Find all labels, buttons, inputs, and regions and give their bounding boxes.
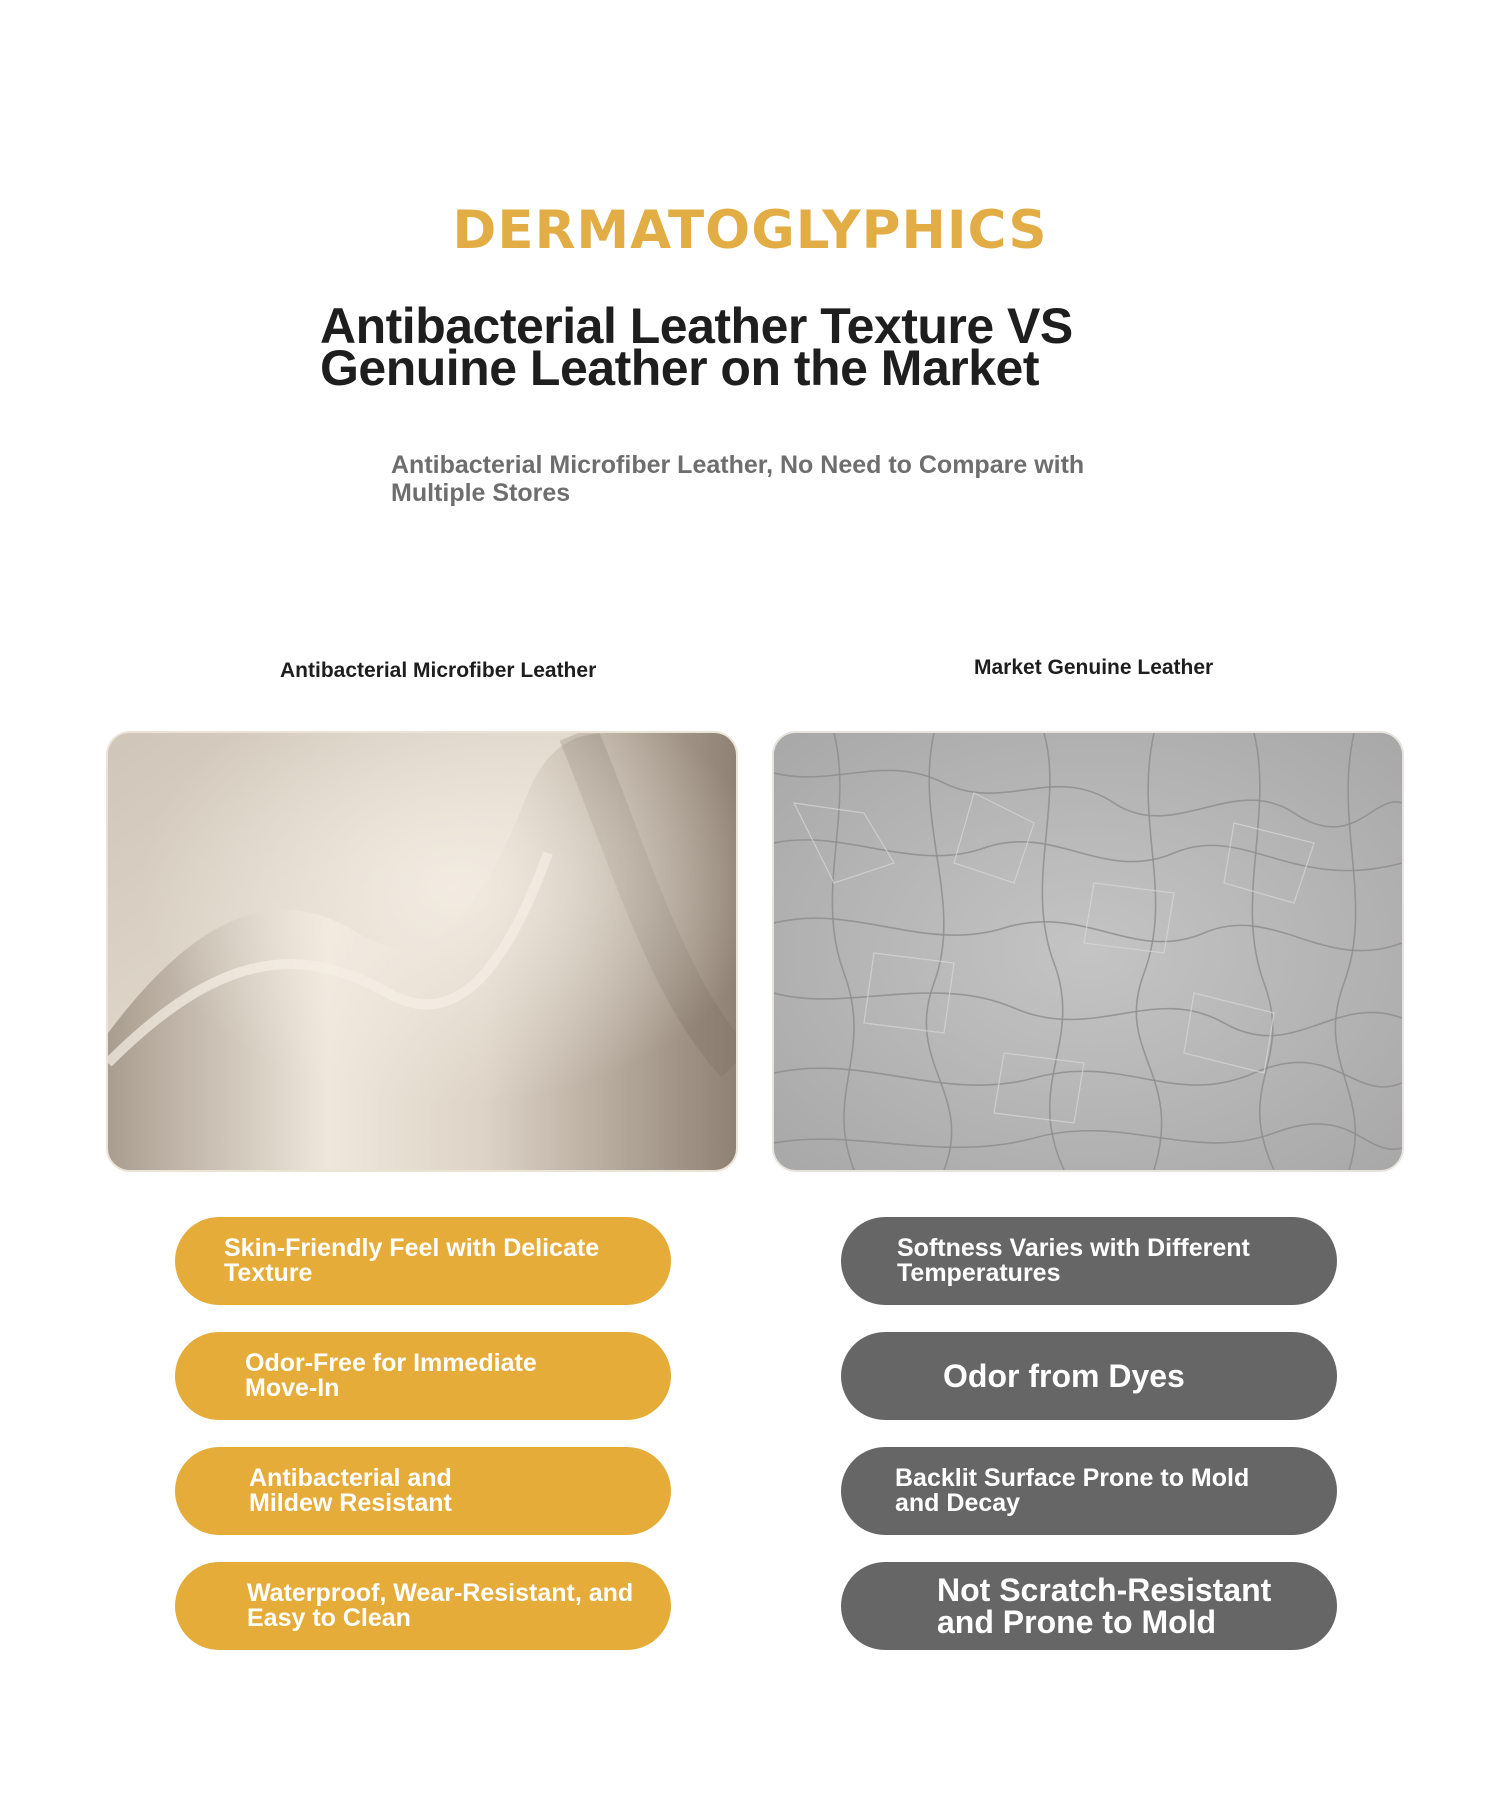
title-line-1: Antibacterial Leather Texture VS <box>320 298 1073 354</box>
feature-line-1: Waterproof, Wear-Resistant, and <box>247 1579 634 1607</box>
feature-line-2: and Decay <box>895 1489 1021 1517</box>
page-subtitle <box>391 451 1111 507</box>
feature-line-1: Softness Varies with Different <box>897 1234 1250 1262</box>
genuine-leather-image <box>774 733 1402 1170</box>
feature-line-1: Backlit Surface Prone to Mold <box>895 1464 1250 1492</box>
feature-pill-softness-varies <box>841 1217 1337 1305</box>
feature-line-1: Odor from Dyes <box>943 1358 1185 1394</box>
feature-line-1: Skin-Friendly Feel with Delicate <box>224 1234 600 1262</box>
feature-pill-odor-free <box>175 1332 671 1420</box>
feature-line-1: Antibacterial and <box>249 1464 452 1492</box>
left-column-label: Antibacterial Microfiber Leather <box>280 659 597 682</box>
feature-pill-mold-decay <box>841 1447 1337 1535</box>
feature-pill-waterproof <box>175 1562 671 1650</box>
feature-line-1: Not Scratch-Resistant <box>937 1572 1272 1608</box>
feature-line-2: Temperatures <box>897 1259 1061 1287</box>
feature-line-2: Texture <box>224 1259 313 1287</box>
title-line-2: Genuine Leather on the Market <box>320 340 1039 396</box>
right-column-label: Market Genuine Leather <box>974 656 1214 679</box>
feature-line-2: Easy to Clean <box>247 1604 411 1632</box>
feature-pill-skin-friendly <box>175 1217 671 1305</box>
page-title <box>320 298 1220 396</box>
subtitle-line-1: Antibacterial Microfiber Leather, No Need to Compare with <box>391 451 1085 479</box>
feature-line-2: Move-In <box>245 1374 340 1402</box>
feature-pill-odor-from-dyes <box>841 1332 1337 1420</box>
microfiber-leather-image <box>108 733 736 1170</box>
feature-line-2: and Prone to Mold <box>937 1604 1217 1640</box>
feature-line-1: Odor-Free for Immediate <box>245 1349 537 1377</box>
feature-pill-not-scratch-resistant <box>841 1562 1337 1650</box>
feature-line-2: Mildew Resistant <box>249 1489 452 1517</box>
brand-logo-text: DERMATOGLYPHICS <box>452 200 1048 261</box>
subtitle-line-2: Multiple Stores <box>391 479 571 507</box>
feature-pill-antibacterial <box>175 1447 671 1535</box>
